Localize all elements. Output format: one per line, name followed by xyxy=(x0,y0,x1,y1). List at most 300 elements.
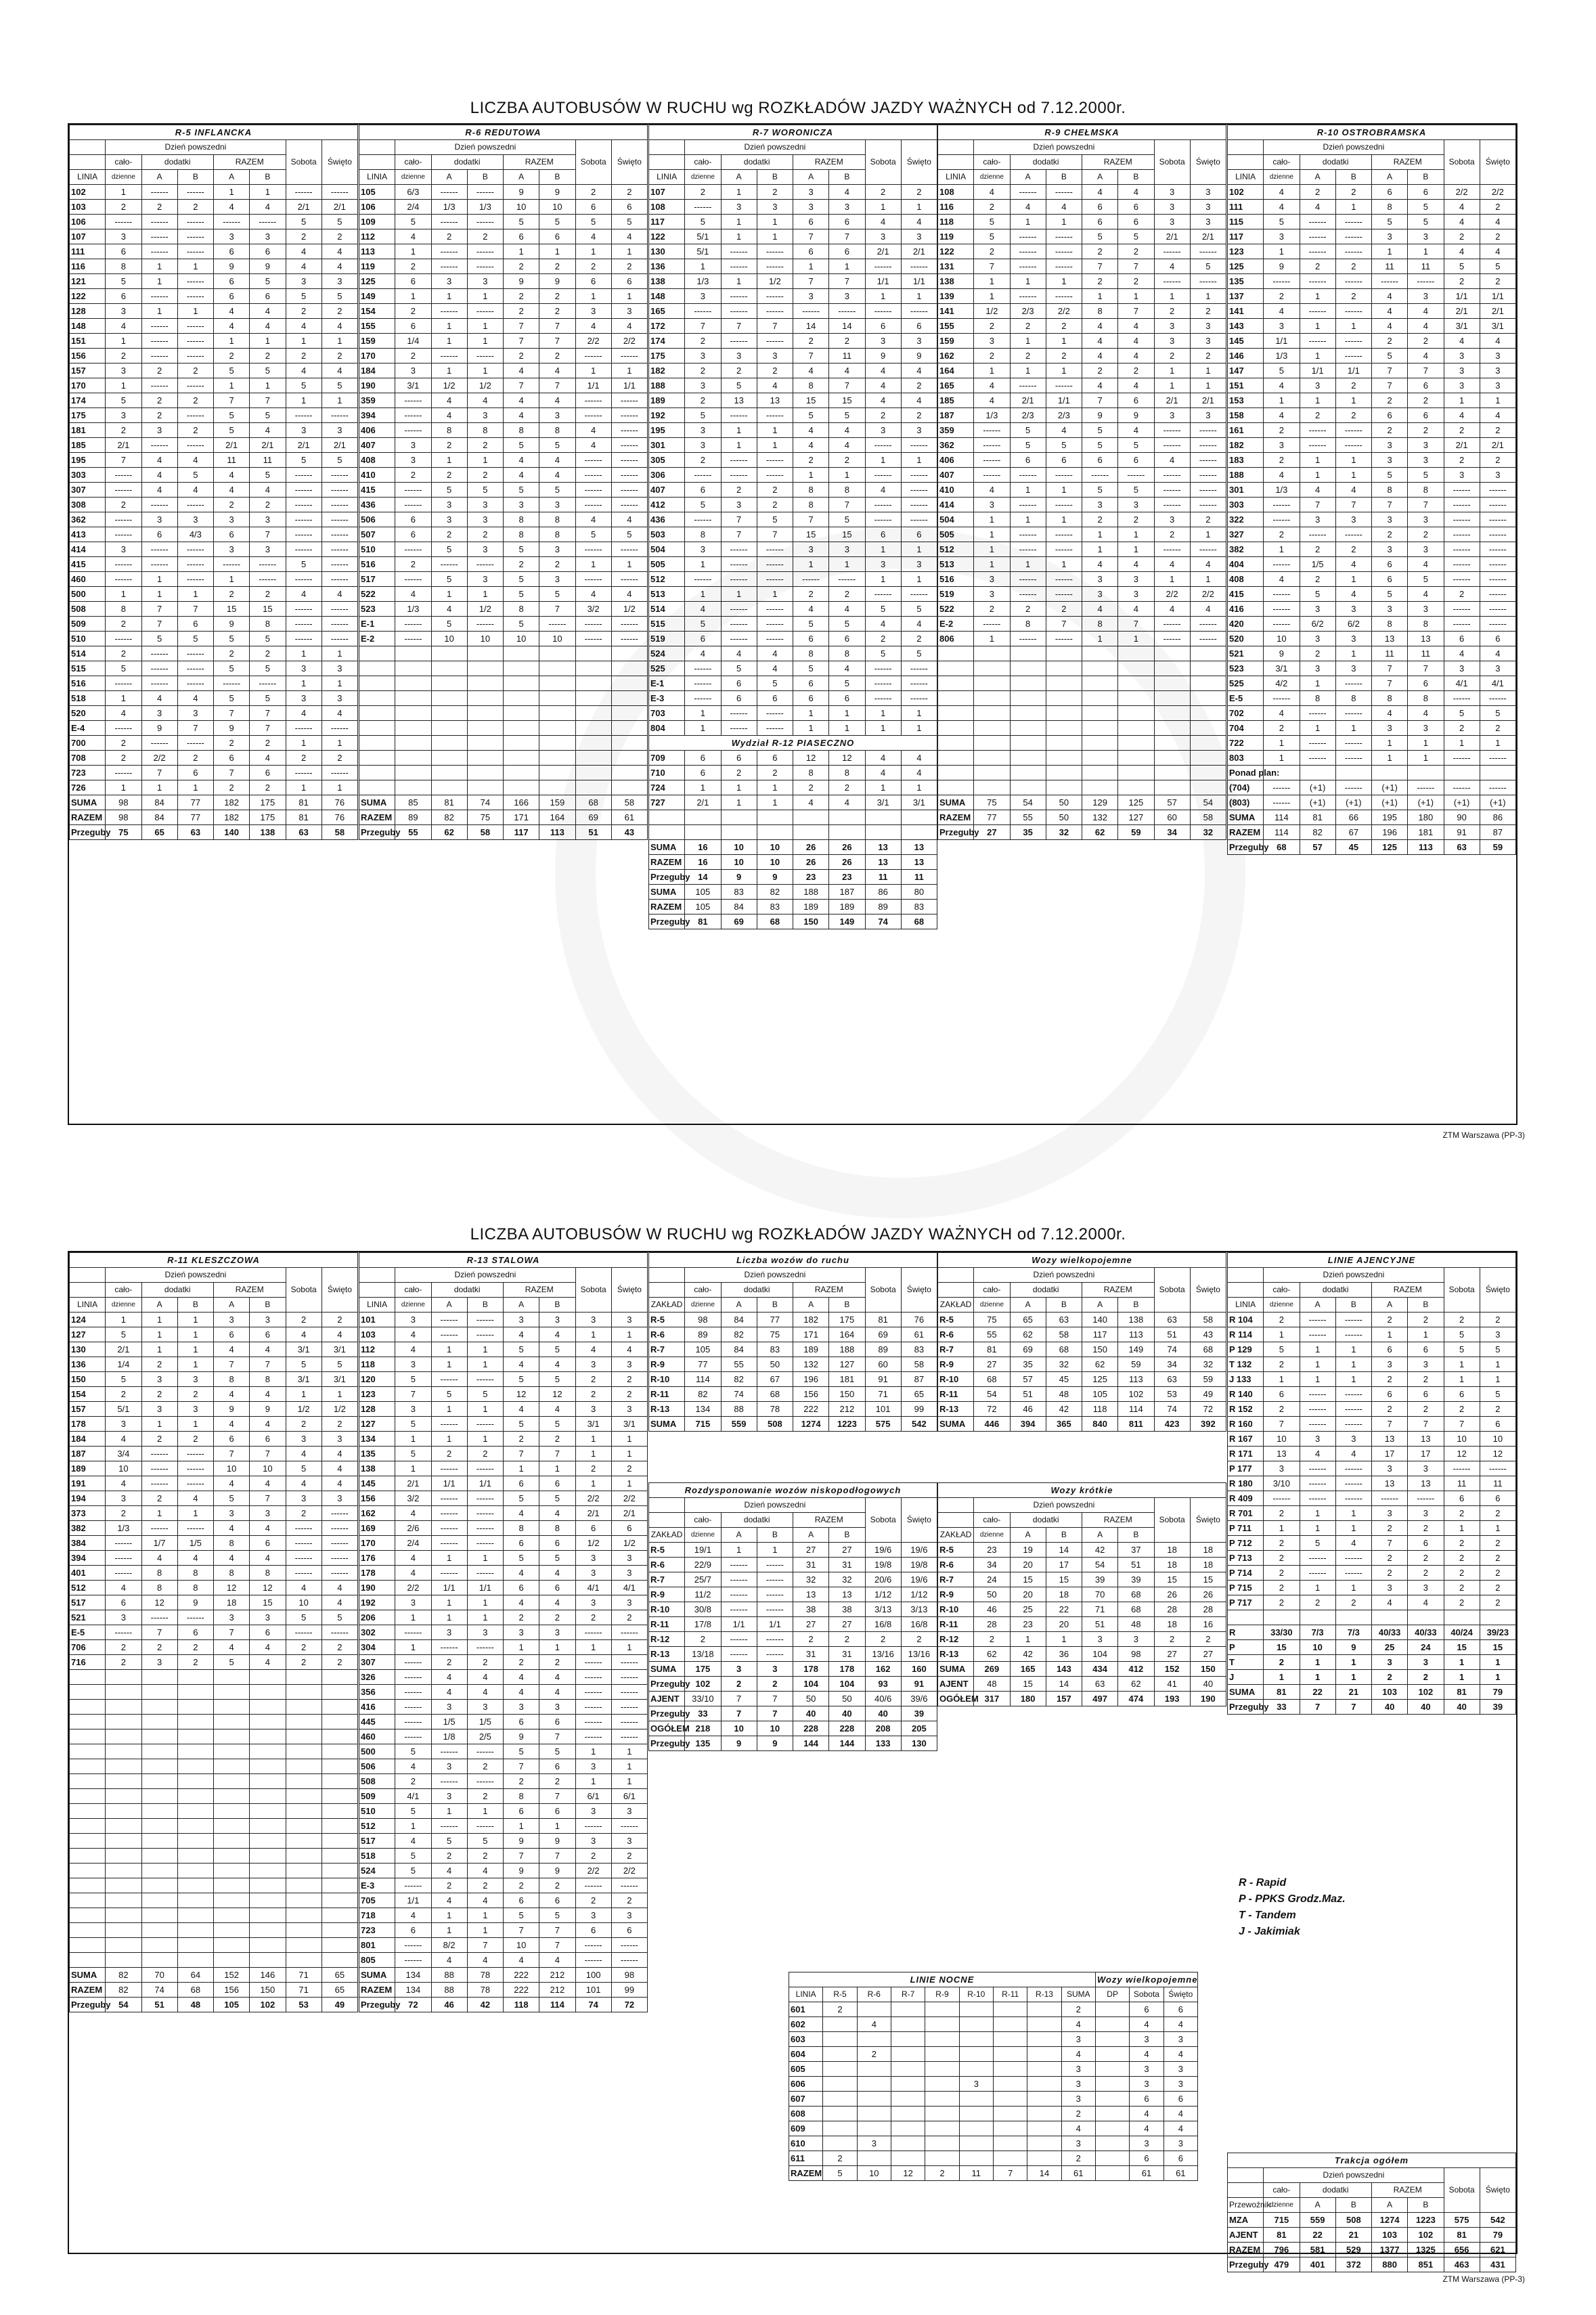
table-cell: 2 xyxy=(431,438,467,453)
table-cell xyxy=(177,1923,213,1938)
table-cell: 1 xyxy=(757,780,793,795)
header-cell: Dzień powszedni xyxy=(106,140,286,155)
table-cell: E-2 xyxy=(359,632,395,646)
table-cell: ------ xyxy=(865,438,901,453)
table-row xyxy=(359,1878,648,1893)
table-cell: ------ xyxy=(1335,274,1371,289)
table-cell: 1 xyxy=(322,780,357,795)
table-cell: 3 xyxy=(106,363,141,378)
table-cell: 6 xyxy=(214,751,250,766)
table-row xyxy=(359,274,648,289)
table-cell xyxy=(1335,766,1371,780)
table-cell: 4 xyxy=(1335,483,1371,498)
table-cell xyxy=(1082,780,1118,795)
table-cell: 2 xyxy=(1444,587,1480,602)
table-cell: ------ xyxy=(721,468,757,483)
table-cell: 1 xyxy=(504,1640,539,1655)
table-cell: 2 xyxy=(1264,1655,1300,1670)
table-cell: 1 xyxy=(1372,736,1408,751)
table-cell: R-5 xyxy=(649,1543,685,1558)
header-cell: dodatki xyxy=(721,1513,793,1528)
table-cell: 1 xyxy=(1300,1670,1335,1685)
table-cell: ------ xyxy=(721,572,757,587)
table-cell: 151 xyxy=(70,334,106,349)
table-cell xyxy=(959,2107,993,2121)
table-row xyxy=(359,1819,648,1834)
header-cell xyxy=(1228,1283,1264,1298)
header-cell: A xyxy=(721,170,757,185)
table-cell: 71 xyxy=(286,1968,322,1983)
table-cell: 77 xyxy=(685,1357,721,1372)
table-cell: 2 xyxy=(611,185,647,200)
table-cell: 11 xyxy=(1480,1476,1515,1491)
table-row xyxy=(938,810,1226,825)
table-cell: ------ xyxy=(1264,602,1300,617)
table-cell: 7 xyxy=(1264,1417,1300,1432)
table-cell: 6 xyxy=(1444,1387,1480,1402)
table-cell: R-10 xyxy=(938,1372,974,1387)
table-cell: 2 xyxy=(395,468,431,483)
table-cell: 16 xyxy=(685,855,721,870)
table-cell xyxy=(925,2121,959,2136)
table-cell: 81 xyxy=(685,914,721,929)
table-cell: 81 xyxy=(1300,810,1335,825)
table-cell: 51 xyxy=(141,1998,177,2012)
table-cell: 5 xyxy=(611,215,647,229)
table-cell: R-13 xyxy=(649,1647,685,1662)
table-cell: 105 xyxy=(685,885,721,900)
table-cell: 2 xyxy=(1082,512,1118,527)
table-cell xyxy=(286,1953,322,1968)
table-cell: 1 xyxy=(793,721,829,736)
table-cell: 604 xyxy=(789,2047,823,2062)
table-row xyxy=(938,185,1226,200)
table-cell: 2 xyxy=(286,349,322,363)
table-cell: 1377 xyxy=(1372,2243,1408,2257)
table-cell: 7 xyxy=(395,1387,431,1402)
table-cell xyxy=(214,1908,250,1923)
table-cell: 71 xyxy=(1082,1602,1118,1617)
table-cell: 101 xyxy=(359,1313,395,1327)
table-cell: ------ xyxy=(395,1670,431,1685)
table-cell: ------ xyxy=(1300,215,1335,229)
table-cell: 8 xyxy=(1010,617,1046,632)
table-cell: ------ xyxy=(431,1744,467,1759)
table-cell: 1/2 xyxy=(286,1402,322,1417)
table-cell: 1 xyxy=(431,1402,467,1417)
table-cell: 1/3 xyxy=(106,1521,141,1536)
table-cell: 3 xyxy=(1061,2062,1095,2077)
table-cell: ------ xyxy=(177,1447,213,1461)
table-cell: ------ xyxy=(395,1625,431,1640)
table-cell: (+1) xyxy=(1300,780,1335,795)
table-cell: 7 xyxy=(539,1729,575,1744)
table-row xyxy=(70,1610,358,1625)
table-row xyxy=(70,1313,358,1327)
table-cell: 33/30 xyxy=(1264,1625,1300,1640)
header-cell: RAZEM xyxy=(793,1283,866,1298)
table-cell: 32 xyxy=(1046,1357,1082,1372)
table-cell: 8 xyxy=(829,483,865,498)
table-cell: 1 xyxy=(467,319,503,334)
table-cell: 7 xyxy=(793,274,829,289)
table-cell: SUMA xyxy=(649,840,685,855)
table-cell: ------ xyxy=(177,215,213,229)
table-cell: ------ xyxy=(1444,557,1480,572)
table-cell: 4 xyxy=(322,587,357,602)
table-cell xyxy=(993,2062,1027,2077)
table-cell: 89 xyxy=(865,900,901,914)
table-cell xyxy=(141,1789,177,1804)
header-cell xyxy=(938,140,974,155)
table-cell: ------ xyxy=(322,1625,357,1640)
table-cell: 7 xyxy=(1372,363,1408,378)
table-row xyxy=(938,1587,1226,1602)
table-cell: 4 xyxy=(575,587,611,602)
table-cell: 2 xyxy=(1372,423,1408,438)
table-cell: 416 xyxy=(359,1700,395,1715)
table-cell: 5 xyxy=(214,1491,250,1506)
table-cell: 1 xyxy=(757,438,793,453)
table-cell: 34 xyxy=(974,1558,1010,1572)
table-row xyxy=(70,1685,358,1700)
table-cell: 406 xyxy=(938,453,974,468)
table-cell: 9 xyxy=(757,1736,793,1751)
table-cell: ------ xyxy=(1480,1461,1515,1476)
table-cell: 3 xyxy=(431,1625,467,1640)
table-cell: 2 xyxy=(1480,274,1515,289)
table-cell: 1 xyxy=(974,512,1010,527)
table-cell: 27 xyxy=(1190,1647,1226,1662)
table-cell: 7 xyxy=(757,319,793,334)
depot-grid xyxy=(937,125,1226,840)
table-cell: 5 xyxy=(829,676,865,691)
table-cell: 32 xyxy=(829,1572,865,1587)
table-cell xyxy=(214,1819,250,1834)
header-cell: R-13 xyxy=(1027,1987,1061,2002)
table-cell: 359 xyxy=(938,423,974,438)
table-cell: 3 xyxy=(575,1595,611,1610)
table-cell: 726 xyxy=(70,780,106,795)
table-cell: 3 xyxy=(1372,229,1408,244)
table-cell: 42 xyxy=(467,1998,503,2012)
table-cell xyxy=(925,2047,959,2062)
table-cell: 6 xyxy=(757,691,793,706)
table-cell: 1 xyxy=(1010,483,1046,498)
table-cell: 4 xyxy=(539,1670,575,1685)
table-cell: 12 xyxy=(1480,1447,1515,1461)
header-cell xyxy=(70,1268,106,1283)
table-cell: ------ xyxy=(1010,527,1046,542)
table-cell: 2/1 xyxy=(286,438,322,453)
table-cell: 10 xyxy=(1444,1432,1480,1447)
table-cell: 4 xyxy=(322,1476,357,1491)
table-row xyxy=(1228,393,1516,408)
table-cell xyxy=(1095,2032,1129,2047)
table-row xyxy=(359,453,648,468)
table-cell: 10 xyxy=(539,632,575,646)
table-cell xyxy=(611,646,647,661)
table-cell: 3 xyxy=(1300,602,1335,617)
table-cell: 4 xyxy=(250,1655,286,1670)
table-cell: 1 xyxy=(793,557,829,572)
table-cell xyxy=(1046,661,1082,676)
table-cell: ------ xyxy=(1190,244,1226,259)
table-cell: 192 xyxy=(359,1595,395,1610)
table-cell: 3 xyxy=(1190,408,1226,423)
table-cell xyxy=(395,766,431,780)
depot-title: Trakcja ogółem xyxy=(1228,2153,1516,2168)
table-cell: 5 xyxy=(1082,483,1118,498)
table-cell: ------ xyxy=(1154,617,1190,632)
table-cell: 3 xyxy=(611,1834,647,1849)
table-row xyxy=(1228,542,1516,557)
table-cell: 5 xyxy=(250,274,286,289)
table-cell: 2 xyxy=(431,1447,467,1461)
table-row xyxy=(649,185,937,200)
table-cell: 68 xyxy=(1118,1602,1154,1617)
table-cell: ------ xyxy=(322,512,357,527)
table-cell: 3 xyxy=(1190,334,1226,349)
table-cell: ------ xyxy=(611,1819,647,1834)
header-cell: RAZEM xyxy=(1372,1283,1444,1298)
table-row xyxy=(70,527,358,542)
table-cell xyxy=(504,736,539,751)
header-cell xyxy=(938,1268,974,1283)
table-row xyxy=(359,1402,648,1417)
table-cell: 410 xyxy=(938,483,974,498)
table-cell: 7 xyxy=(250,706,286,721)
table-cell: 3 xyxy=(1372,721,1408,736)
table-cell xyxy=(575,706,611,721)
table-cell: 3 xyxy=(1372,453,1408,468)
table-cell: 9 xyxy=(865,349,901,363)
table-cell xyxy=(177,1834,213,1849)
table-cell: 132 xyxy=(1082,810,1118,825)
header-cell: dodatki xyxy=(1300,2183,1372,2198)
table-cell: 1 xyxy=(395,1610,431,1625)
table-cell: 1 xyxy=(431,334,467,349)
table-cell: 8 xyxy=(504,1789,539,1804)
table-cell: 12 xyxy=(891,2166,925,2181)
table-cell: 6 xyxy=(214,274,250,289)
table-cell: 13 xyxy=(1372,632,1408,646)
table-cell: 189 xyxy=(649,393,685,408)
table-cell: 48 xyxy=(177,1998,213,2012)
table-cell: 2 xyxy=(1372,1551,1408,1566)
table-cell: 3 xyxy=(106,304,141,319)
table-row xyxy=(938,229,1226,244)
table-row xyxy=(938,1387,1226,1402)
table-cell: 1 xyxy=(141,304,177,319)
table-row xyxy=(70,706,358,721)
table-cell: 105 xyxy=(359,185,395,200)
table-cell: 19/1 xyxy=(685,1543,721,1558)
table-cell: 4 xyxy=(106,706,141,721)
header-cell: ZAKŁAD xyxy=(649,1528,685,1543)
table-row xyxy=(938,602,1226,617)
bottom-table xyxy=(648,1482,937,1751)
table-cell: 5 xyxy=(504,1908,539,1923)
table-cell: 3 xyxy=(829,200,865,215)
table-cell: E-3 xyxy=(649,691,685,706)
table-cell: ------ xyxy=(865,259,901,274)
table-cell xyxy=(106,1700,141,1715)
table-cell: 394 xyxy=(1010,1417,1046,1432)
table-cell xyxy=(250,1804,286,1819)
table-cell: 3 xyxy=(575,1551,611,1566)
table-cell xyxy=(1010,646,1046,661)
table-cell xyxy=(993,2017,1027,2032)
table-cell: 801 xyxy=(359,1938,395,1953)
table-cell: 1 xyxy=(901,542,937,557)
table-cell: 504 xyxy=(649,542,685,557)
header-row xyxy=(359,140,648,155)
table-cell: 68 xyxy=(1046,1342,1082,1357)
table-cell: 2 xyxy=(141,1357,177,1372)
table-cell xyxy=(938,751,974,766)
table-cell: 5 xyxy=(865,646,901,661)
table-cell: 138 xyxy=(359,1461,395,1476)
table-cell: 3 xyxy=(1372,1581,1408,1595)
table-cell: 1 xyxy=(757,587,793,602)
table-cell xyxy=(1372,1610,1408,1625)
table-cell: 724 xyxy=(649,780,685,795)
table-row xyxy=(70,1372,358,1387)
table-cell xyxy=(938,706,974,721)
table-row xyxy=(649,572,937,587)
table-cell: 5 xyxy=(214,1655,250,1670)
table-cell xyxy=(1372,766,1408,780)
table-cell xyxy=(993,2077,1027,2092)
header-cell: A xyxy=(793,1528,829,1543)
table-cell: 2 xyxy=(286,751,322,766)
table-cell: 3 xyxy=(685,378,721,393)
table-row xyxy=(70,185,358,200)
table-cell xyxy=(1095,2121,1129,2136)
table-cell: 1 xyxy=(1444,1372,1480,1387)
table-cell: 6 xyxy=(539,1536,575,1551)
table-cell: 1 xyxy=(1264,244,1300,259)
legend-t: T - Tandem xyxy=(1239,1910,1296,1921)
table-cell: 3 xyxy=(322,691,357,706)
table-cell: 2 xyxy=(901,632,937,646)
table-cell: 2 xyxy=(539,349,575,363)
table-cell: 12 xyxy=(539,1387,575,1402)
header-cell: B xyxy=(757,1298,793,1313)
table-row xyxy=(70,453,358,468)
table-cell: ------ xyxy=(286,483,322,498)
table-cell xyxy=(575,646,611,661)
table-cell: 8 xyxy=(793,646,829,661)
table-cell: 5 xyxy=(395,1849,431,1864)
table-cell: 1/7 xyxy=(141,1536,177,1551)
table-cell: 4 xyxy=(539,1953,575,1968)
table-cell: 137 xyxy=(1228,289,1264,304)
table-cell xyxy=(286,1938,322,1953)
table-cell: 83 xyxy=(901,1342,937,1357)
header-cell: A xyxy=(1372,170,1408,185)
table-cell xyxy=(823,2121,857,2136)
table-row xyxy=(359,1744,648,1759)
table-cell: 2 xyxy=(1408,1670,1444,1685)
depot-title-row xyxy=(359,125,648,140)
table-cell: 6 xyxy=(1408,185,1444,200)
table-cell: 5 xyxy=(1444,706,1480,721)
table-cell: 114 xyxy=(1118,1402,1154,1417)
table-cell: 1 xyxy=(431,1804,467,1819)
table-cell: 3 xyxy=(1408,1655,1444,1670)
table-cell: AJENT xyxy=(649,1692,685,1706)
table-cell: 113 xyxy=(1118,1327,1154,1342)
table-cell: 504 xyxy=(938,512,974,527)
header-cell: DP xyxy=(1095,1987,1129,2002)
table-cell xyxy=(1082,721,1118,736)
table-cell: ------ xyxy=(1046,632,1082,646)
table-cell xyxy=(891,2121,925,2136)
table-cell: 6/3 xyxy=(395,185,431,200)
table-cell: ------ xyxy=(395,632,431,646)
table-cell: 152 xyxy=(214,1968,250,1983)
table-cell: 165 xyxy=(649,304,685,319)
table-cell xyxy=(575,780,611,795)
table-cell: 175 xyxy=(70,408,106,423)
table-cell: ------ xyxy=(431,1461,467,1476)
table-cell: 114 xyxy=(1264,810,1300,825)
table-cell xyxy=(504,646,539,661)
table-cell: 81 xyxy=(286,810,322,825)
table-row xyxy=(938,289,1226,304)
table-cell xyxy=(467,706,503,721)
table-cell: 3 xyxy=(1335,661,1371,676)
table-cell: 5 xyxy=(286,378,322,393)
table-cell xyxy=(322,1685,357,1700)
table-cell xyxy=(959,2121,993,2136)
table-cell: R-13 xyxy=(938,1647,974,1662)
table-cell: 5 xyxy=(1010,423,1046,438)
table-cell: 1 xyxy=(1046,363,1082,378)
table-row xyxy=(649,914,937,929)
table-cell: 1 xyxy=(1010,512,1046,527)
table-cell: 5 xyxy=(250,363,286,378)
table-cell: 196 xyxy=(793,1372,829,1387)
table-cell: 2 xyxy=(1264,1581,1300,1595)
table-cell: 159 xyxy=(938,334,974,349)
table-cell xyxy=(467,721,503,736)
header-cell: dzienne xyxy=(1264,1298,1300,1313)
table-cell: 8 xyxy=(504,602,539,617)
table-cell: 3 xyxy=(1163,2032,1197,2047)
table-cell: ------ xyxy=(575,1700,611,1715)
table-row xyxy=(359,780,648,795)
header-cell xyxy=(359,140,395,155)
table-cell: 4 xyxy=(214,200,250,215)
table-cell: ------ xyxy=(431,1521,467,1536)
table-cell xyxy=(1027,2151,1061,2166)
header-cell: dzienne xyxy=(974,1528,1010,1543)
table-cell: 125 xyxy=(1228,259,1264,274)
table-cell: 3 xyxy=(395,1357,431,1372)
table-cell: 134 xyxy=(359,1432,395,1447)
table-cell: 302 xyxy=(359,1625,395,1640)
table-cell: 4 xyxy=(1154,602,1190,617)
table-cell xyxy=(1095,2062,1129,2077)
header-cell: B xyxy=(1408,170,1444,185)
table-cell: 191 xyxy=(70,1476,106,1491)
table-cell xyxy=(177,1908,213,1923)
table-cell: 4 xyxy=(177,453,213,468)
table-cell: 5 xyxy=(539,483,575,498)
